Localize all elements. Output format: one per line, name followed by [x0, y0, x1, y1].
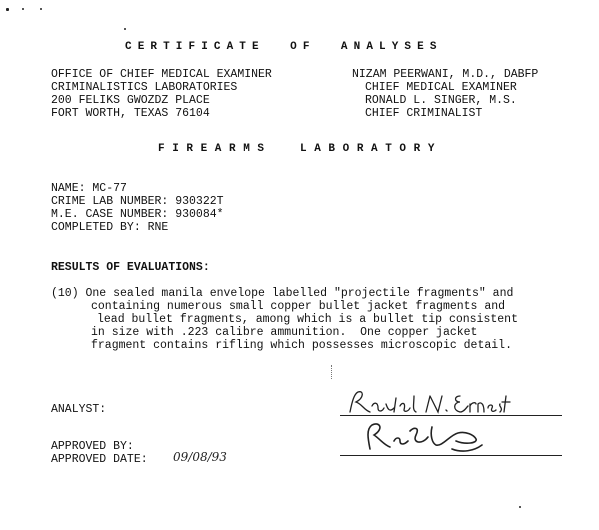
staff-line-3: RONALD L. SINGER, M.S. — [365, 94, 517, 107]
approved-date-label: APPROVED DATE: — [51, 453, 148, 466]
analyst-signature-line — [340, 415, 562, 416]
result-item-line-2: containing numerous small copper bullet jacket fragments and — [91, 300, 506, 313]
crime-lab-number: CRIME LAB NUMBER: 930322T — [51, 195, 224, 208]
scan-speck — [40, 8, 42, 10]
staff-line-4: CHIEF CRIMINALIST — [365, 107, 483, 120]
scan-speck — [6, 8, 9, 11]
scan-speck — [124, 28, 126, 30]
results-heading: RESULTS OF EVALUATIONS: — [51, 261, 210, 274]
analyst-label: ANALYST: — [51, 403, 107, 416]
result-item-line-5: fragment contains rifling which possesses microscopic detail. — [91, 339, 512, 352]
approver-signature-line — [340, 455, 562, 456]
office-line-4: FORT WORTH, TEXAS 76104 — [51, 107, 210, 120]
analyst-signature — [342, 388, 512, 418]
result-item-line-3: lead bullet fragments, among which is a bullet tip consistent — [97, 313, 518, 326]
approver-signature — [356, 419, 496, 457]
result-item-line-1: (10) One sealed manila envelope labelled "projectile fragments" and — [51, 287, 514, 300]
section-title: FIREARMS LABORATORY — [158, 143, 443, 155]
office-line-3: 200 FELIKS GWOZDZ PLACE — [51, 94, 210, 107]
result-item-line-4: in size with .223 calibre ammunition. One copper jacket — [91, 326, 478, 339]
office-line-2: CRIMINALISTICS LABORATORIES — [51, 81, 238, 94]
scan-speck — [519, 506, 521, 508]
office-line-1: OFFICE OF CHIEF MEDICAL EXAMINER — [51, 68, 272, 81]
case-name: NAME: MC-77 — [51, 182, 127, 195]
completed-by: COMPLETED BY: RNE — [51, 221, 169, 234]
scan-speck — [22, 8, 24, 10]
staff-line-1: NIZAM PEERWANI, M.D., DABFP — [352, 68, 539, 81]
scan-dots — [331, 365, 333, 379]
me-case-number: M.E. CASE NUMBER: 930084* — [51, 208, 224, 221]
approved-by-label: APPROVED BY: — [51, 440, 134, 453]
staff-line-2: CHIEF MEDICAL EXAMINER — [365, 81, 517, 94]
certificate-title: CERTIFICATE OF ANALYSES — [125, 41, 443, 53]
approved-date-value: 09/08/93 — [173, 450, 227, 464]
